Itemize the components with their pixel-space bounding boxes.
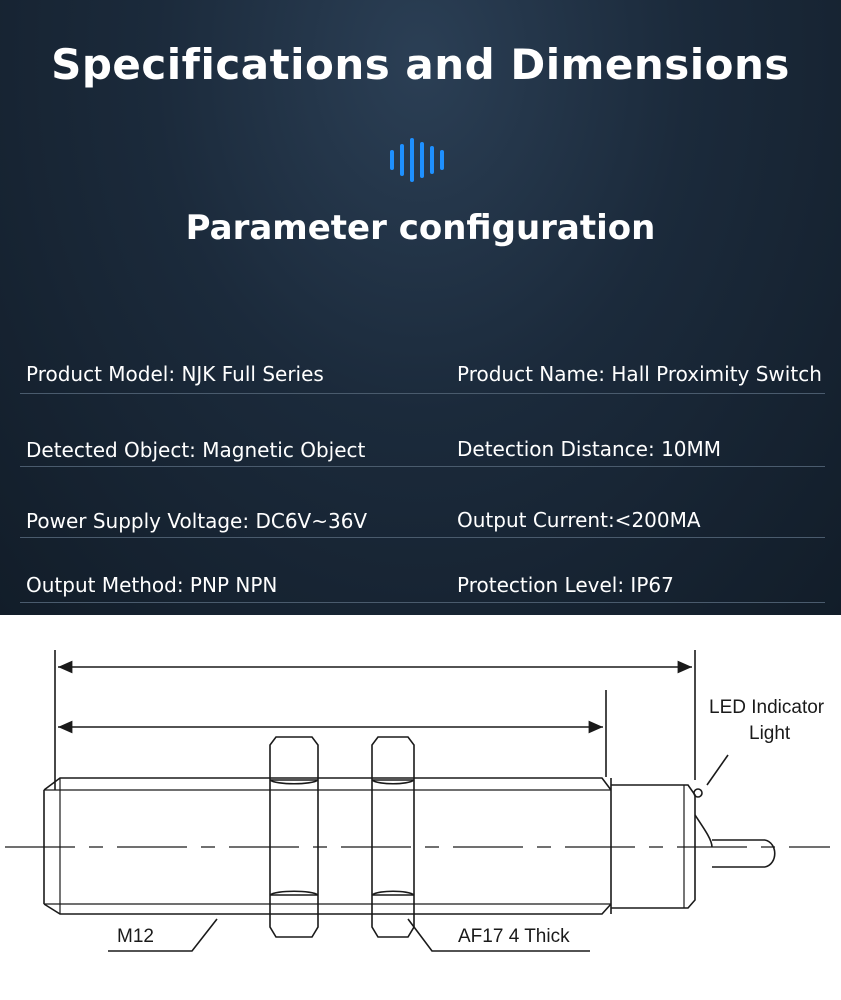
- nut-size-label: AF17 4 Thick: [458, 926, 570, 947]
- thread-size-label: M12: [117, 926, 154, 947]
- divider: [20, 466, 825, 467]
- sound-wave-icon: [388, 136, 452, 184]
- spec-product-name: Product Name: Hall Proximity Switch: [457, 362, 822, 386]
- body-top-edge: [44, 778, 611, 790]
- dimension-drawing: [0, 615, 841, 1000]
- led-label-line2: Light: [749, 723, 791, 744]
- nut-right: [372, 737, 414, 937]
- spec-detected-object: Detected Object: Magnetic Object: [26, 438, 366, 462]
- nut-left: [270, 737, 318, 937]
- divider: [20, 537, 825, 538]
- led-leader-line: [707, 755, 728, 785]
- spec-protection-level: Protection Level: IP67: [457, 573, 674, 597]
- spec-output-method: Output Method: PNP NPN: [26, 573, 278, 597]
- divider: [20, 393, 825, 394]
- spec-product-model: Product Model: NJK Full Series: [26, 362, 324, 386]
- body-bottom-edge: [44, 904, 611, 914]
- spec-detection-distance: Detection Distance: 10MM: [457, 437, 722, 461]
- spec-power-supply: Power Supply Voltage: DC6V~36V: [26, 509, 368, 533]
- spec-output-current: Output Current:<200MA: [457, 508, 701, 532]
- section-title: Parameter configuration: [185, 208, 656, 248]
- led-label-line1: LED Indicator: [709, 697, 825, 718]
- divider: [20, 602, 825, 603]
- page-title: Specifications and Dimensions: [51, 40, 790, 89]
- led-indicator: [694, 789, 702, 797]
